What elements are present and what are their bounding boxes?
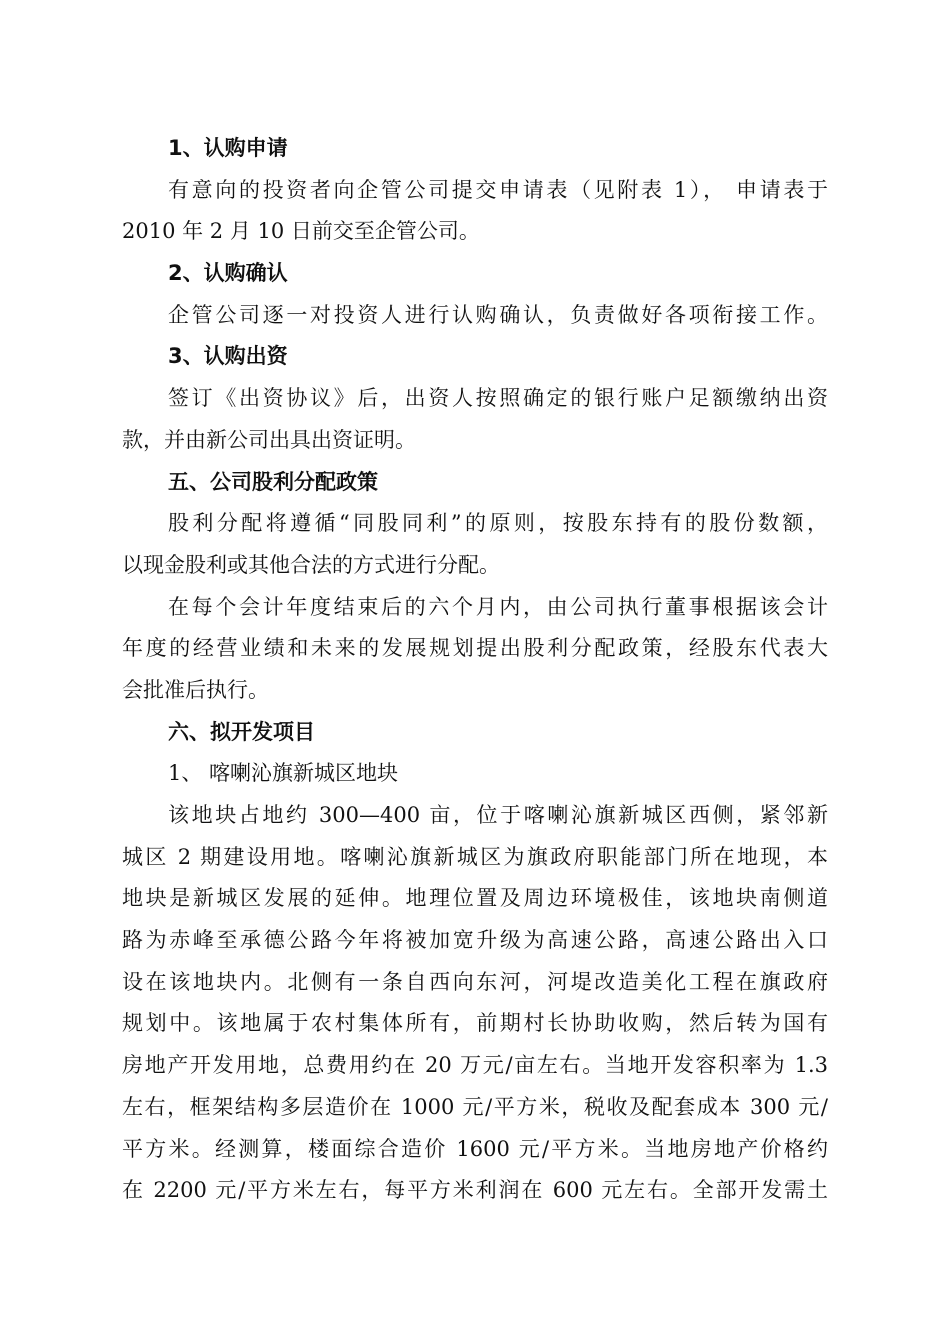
paragraph-line: 会批准后执行。 — [122, 677, 269, 702]
paragraph-line: 设在该地块内。北侧有一条自西向东河，河堤改造美化工程在旗政府 — [122, 969, 828, 994]
heading-subscription-funding: 3、认购出资 — [168, 344, 288, 369]
subheading-kalaqin-new-district: 1、 喀喇沁旗新城区地块 — [168, 761, 399, 786]
paragraph-line: 以现金股利或其他合法的方式进行分配。 — [122, 552, 500, 577]
paragraph-line: 有意向的投资者向企管公司提交申请表（见附表 1）， 申请表于 — [168, 177, 828, 202]
paragraph-line: 2010 年 2 月 10 日前交至企管公司。 — [122, 219, 480, 244]
heading-subscription-application: 1、认购申请 — [168, 136, 288, 160]
paragraph-line: 签订《出资协议》后，出资人按照确定的银行账户足额缴纳出资 — [168, 386, 828, 411]
heading-dividend-policy: 五、公司股利分配政策 — [168, 469, 378, 494]
paragraph-line: 平方米。经测算，楼面综合造价 1600 元/平方米。当地房地产价格约 — [122, 1136, 828, 1161]
paragraph-line: 企管公司逐一对投资人进行认购确认，负责做好各项衔接工作。 — [168, 302, 828, 327]
paragraph-line: 在每个会计年度结束后的六个月内，由公司执行董事根据该会计 — [168, 594, 828, 619]
paragraph-line: 在 2200 元/平方米左右，每平方米利润在 600 元左右。全部开发需土 — [122, 1178, 828, 1203]
paragraph-line: 年度的经营业绩和未来的发展规划提出股利分配政策，经股东代表大 — [122, 636, 828, 661]
heading-development-projects: 六、拟开发项目 — [168, 719, 315, 744]
heading-subscription-confirmation: 2、认购确认 — [168, 261, 288, 286]
paragraph-line: 地块是新城区发展的延伸。地理位置及周边环境极佳，该地块南侧道 — [122, 886, 828, 911]
paragraph-line: 款，并由新公司出具出资证明。 — [122, 427, 416, 452]
paragraph-line: 规划中。该地属于农村集体所有，前期村长协助收购，然后转为国有 — [122, 1011, 828, 1036]
paragraph-line: 该地块占地约 300—400 亩，位于喀喇沁旗新城区西侧，紧邻新 — [168, 803, 828, 827]
paragraph-line: 城区 2 期建设用地。喀喇沁旗新城区为旗政府职能部门所在地现，本 — [122, 844, 828, 869]
paragraph-line: 路为赤峰至承德公路今年将被加宽升级为高速公路，高速公路出入口 — [122, 928, 828, 953]
paragraph-line: 股利分配将遵循“同股同利”的原则，按股东持有的股份数额， — [168, 511, 828, 536]
paragraph-line: 左右，框架结构多层造价在 1000 元/平方米，税收及配套成本 300 元/ — [122, 1094, 828, 1119]
document-body — [122, 128, 828, 1212]
paragraph-line: 房地产开发用地，总费用约在 20 万元/亩左右。当地开发容积率为 1.3 — [122, 1053, 828, 1078]
